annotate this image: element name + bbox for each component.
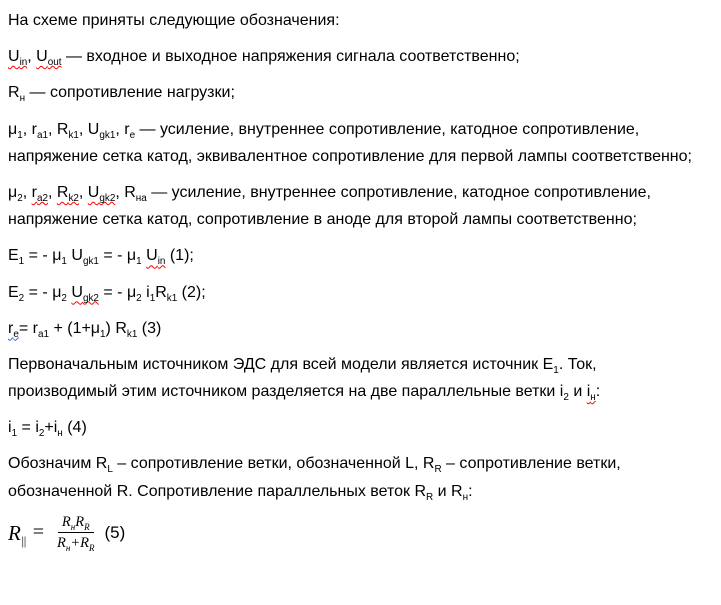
- spellcheck-squiggle: $U_{gk2}$: [87, 183, 116, 205]
- paragraph-u-in-out: $U_{in}$, $U_{out}$ — входное и выходное напряжения сигнала соответственно;: [8, 48, 520, 69]
- spellcheck-squiggle: $U_{out}$: [36, 48, 62, 69]
- paragraph-lamp1-params: $\mu_1$, $r_{a1}$, $R_{k1}$, $U_{gk1}$, $r_e$ — усиление, внутреннее сопротивление, катодное сопротивление, напряжение сетка катод, эквивалентное сопротивление для первой лампы соответственно;: [8, 120, 692, 165]
- formula-1: $E_1$ = - $\mu_1$ $U_{gk1}$ = - $\mu_1$ $U_{in}$ (1);: [8, 247, 194, 268]
- formula-5-lhs: $R_{||}$: [8, 520, 26, 549]
- formula-5: [8, 514, 697, 552]
- fraction-numerator: $R_нR_R$: [58, 514, 94, 534]
- formula-5-fraction: [53, 514, 98, 552]
- formula-4: $i_1 = i_2+i_н$ (4): [8, 419, 87, 440]
- spellcheck-squiggle: $i_н$: [586, 383, 596, 404]
- paragraph-load-resistance: $R_н$ — сопротивление нагрузки;: [8, 84, 235, 105]
- formula-3: $r_e= r_{a1} + (1+\mu_1)$ $R_{k1}$ (3): [8, 319, 162, 340]
- spellcheck-squiggle: $U_{in}$: [146, 247, 166, 268]
- spellcheck-squiggle: $R_{k2}$: [56, 183, 79, 205]
- paragraph-lamp2-params: $\mu_2$, $r_{a2}$, $R_{k2}$, $U_{gk2}$, $R_{на}$ — усиление, внутреннее сопротивление, катодное сопротивление, напряжение сетка катод, сопротивление в аноде для второй лампы соответственно;: [8, 183, 651, 229]
- spellcheck-squiggle: $U_{gk2}$: [71, 283, 99, 304]
- paragraph-branch-resistance: Обозначим $R_L$ – сопротивление ветки, обозначенной L, $R_R$ – сопротивление ветки, обозначенной R. Сопротивление параллельных веток $R_R$ и $R_н$:: [8, 455, 621, 503]
- fraction-denominator: $R_н+R_R$: [57, 535, 95, 554]
- formula-5-tag: (5): [104, 523, 126, 543]
- formula-5-equals: =: [31, 521, 46, 544]
- spellcheck-squiggle: $U_{in}$: [8, 48, 28, 69]
- formula-2: $E_2$ = - $\mu_2$ $U_{gk2}$ = - $\mu_2$ $i_1R_{k1}$ (2);: [8, 283, 206, 304]
- grammar-squiggle: $r_e$: [8, 319, 19, 340]
- spellcheck-squiggle: $r_{a2}$: [31, 183, 48, 205]
- paragraph-source-emf: Первоначальным источником ЭДС для всей модели является источник $E_1$. Ток, производимый этим источником разделяется на две параллельные ветки $i_2$ и $i_н$:: [8, 355, 601, 404]
- paragraph-legend-intro: На схеме приняты следующие обозначения:: [8, 12, 340, 29]
